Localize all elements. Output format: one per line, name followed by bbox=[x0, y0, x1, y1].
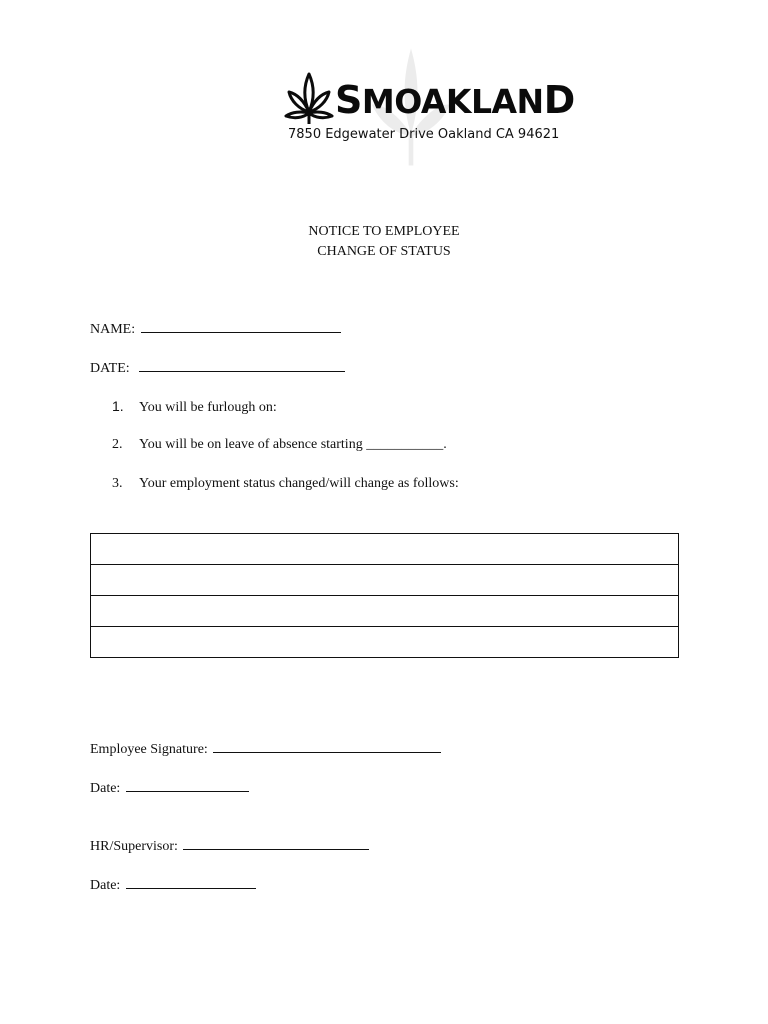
company-logo bbox=[284, 70, 575, 160]
employee-signature-line[interactable] bbox=[213, 740, 441, 753]
hr-date-label: Date: bbox=[90, 878, 121, 893]
date-blank-line[interactable] bbox=[139, 359, 345, 372]
table-row bbox=[91, 627, 679, 658]
company-name-mid: MOAKLAN bbox=[361, 82, 544, 121]
hr-date-line[interactable] bbox=[126, 876, 256, 889]
hr-supervisor-line[interactable] bbox=[183, 837, 369, 850]
list-text: You will be on leave of absence starting ___________. bbox=[139, 437, 447, 452]
list-number: 2. bbox=[112, 437, 123, 452]
employee-signature-field bbox=[90, 740, 441, 758]
title-line-1: NOTICE TO EMPLOYEE bbox=[308, 224, 460, 239]
hr-supervisor-label: HR/Supervisor: bbox=[90, 839, 178, 854]
employee-signature-label: Employee Signature: bbox=[90, 742, 208, 757]
table-cell[interactable] bbox=[91, 534, 679, 565]
table-cell[interactable] bbox=[91, 627, 679, 658]
list-text: Your employment status changed/will change as follows: bbox=[139, 476, 459, 491]
hr-supervisor-field bbox=[90, 837, 369, 855]
list-item-status-change bbox=[112, 476, 459, 492]
list-number: 3. bbox=[112, 476, 123, 491]
company-name-lead: S bbox=[335, 78, 362, 122]
employee-date-field bbox=[90, 779, 249, 797]
employee-date-line[interactable] bbox=[126, 779, 249, 792]
list-item-leave bbox=[112, 437, 447, 453]
table-row bbox=[91, 596, 679, 627]
list-text: You will be furlough on: bbox=[139, 400, 277, 415]
table-cell[interactable] bbox=[91, 565, 679, 596]
status-change-table bbox=[90, 533, 679, 658]
company-name-tail: D bbox=[543, 78, 575, 122]
employee-date-label: Date: bbox=[90, 781, 121, 796]
list-number: 1. bbox=[112, 398, 124, 414]
company-address: 7850 Edgewater Drive Oakland CA 94621 bbox=[288, 127, 560, 142]
cannabis-leaf-icon bbox=[284, 72, 334, 126]
name-field bbox=[90, 320, 341, 338]
document-title bbox=[0, 222, 768, 262]
table-row bbox=[91, 534, 679, 565]
date-label: DATE: bbox=[90, 361, 130, 376]
name-label: NAME: bbox=[90, 322, 136, 337]
date-field bbox=[90, 359, 345, 377]
table-row bbox=[91, 565, 679, 596]
title-line-2: CHANGE OF STATUS bbox=[317, 244, 451, 259]
list-item-furlough bbox=[112, 398, 277, 416]
company-name bbox=[335, 78, 575, 122]
name-blank-line[interactable] bbox=[141, 320, 341, 333]
table-cell[interactable] bbox=[91, 596, 679, 627]
hr-date-field bbox=[90, 876, 256, 894]
